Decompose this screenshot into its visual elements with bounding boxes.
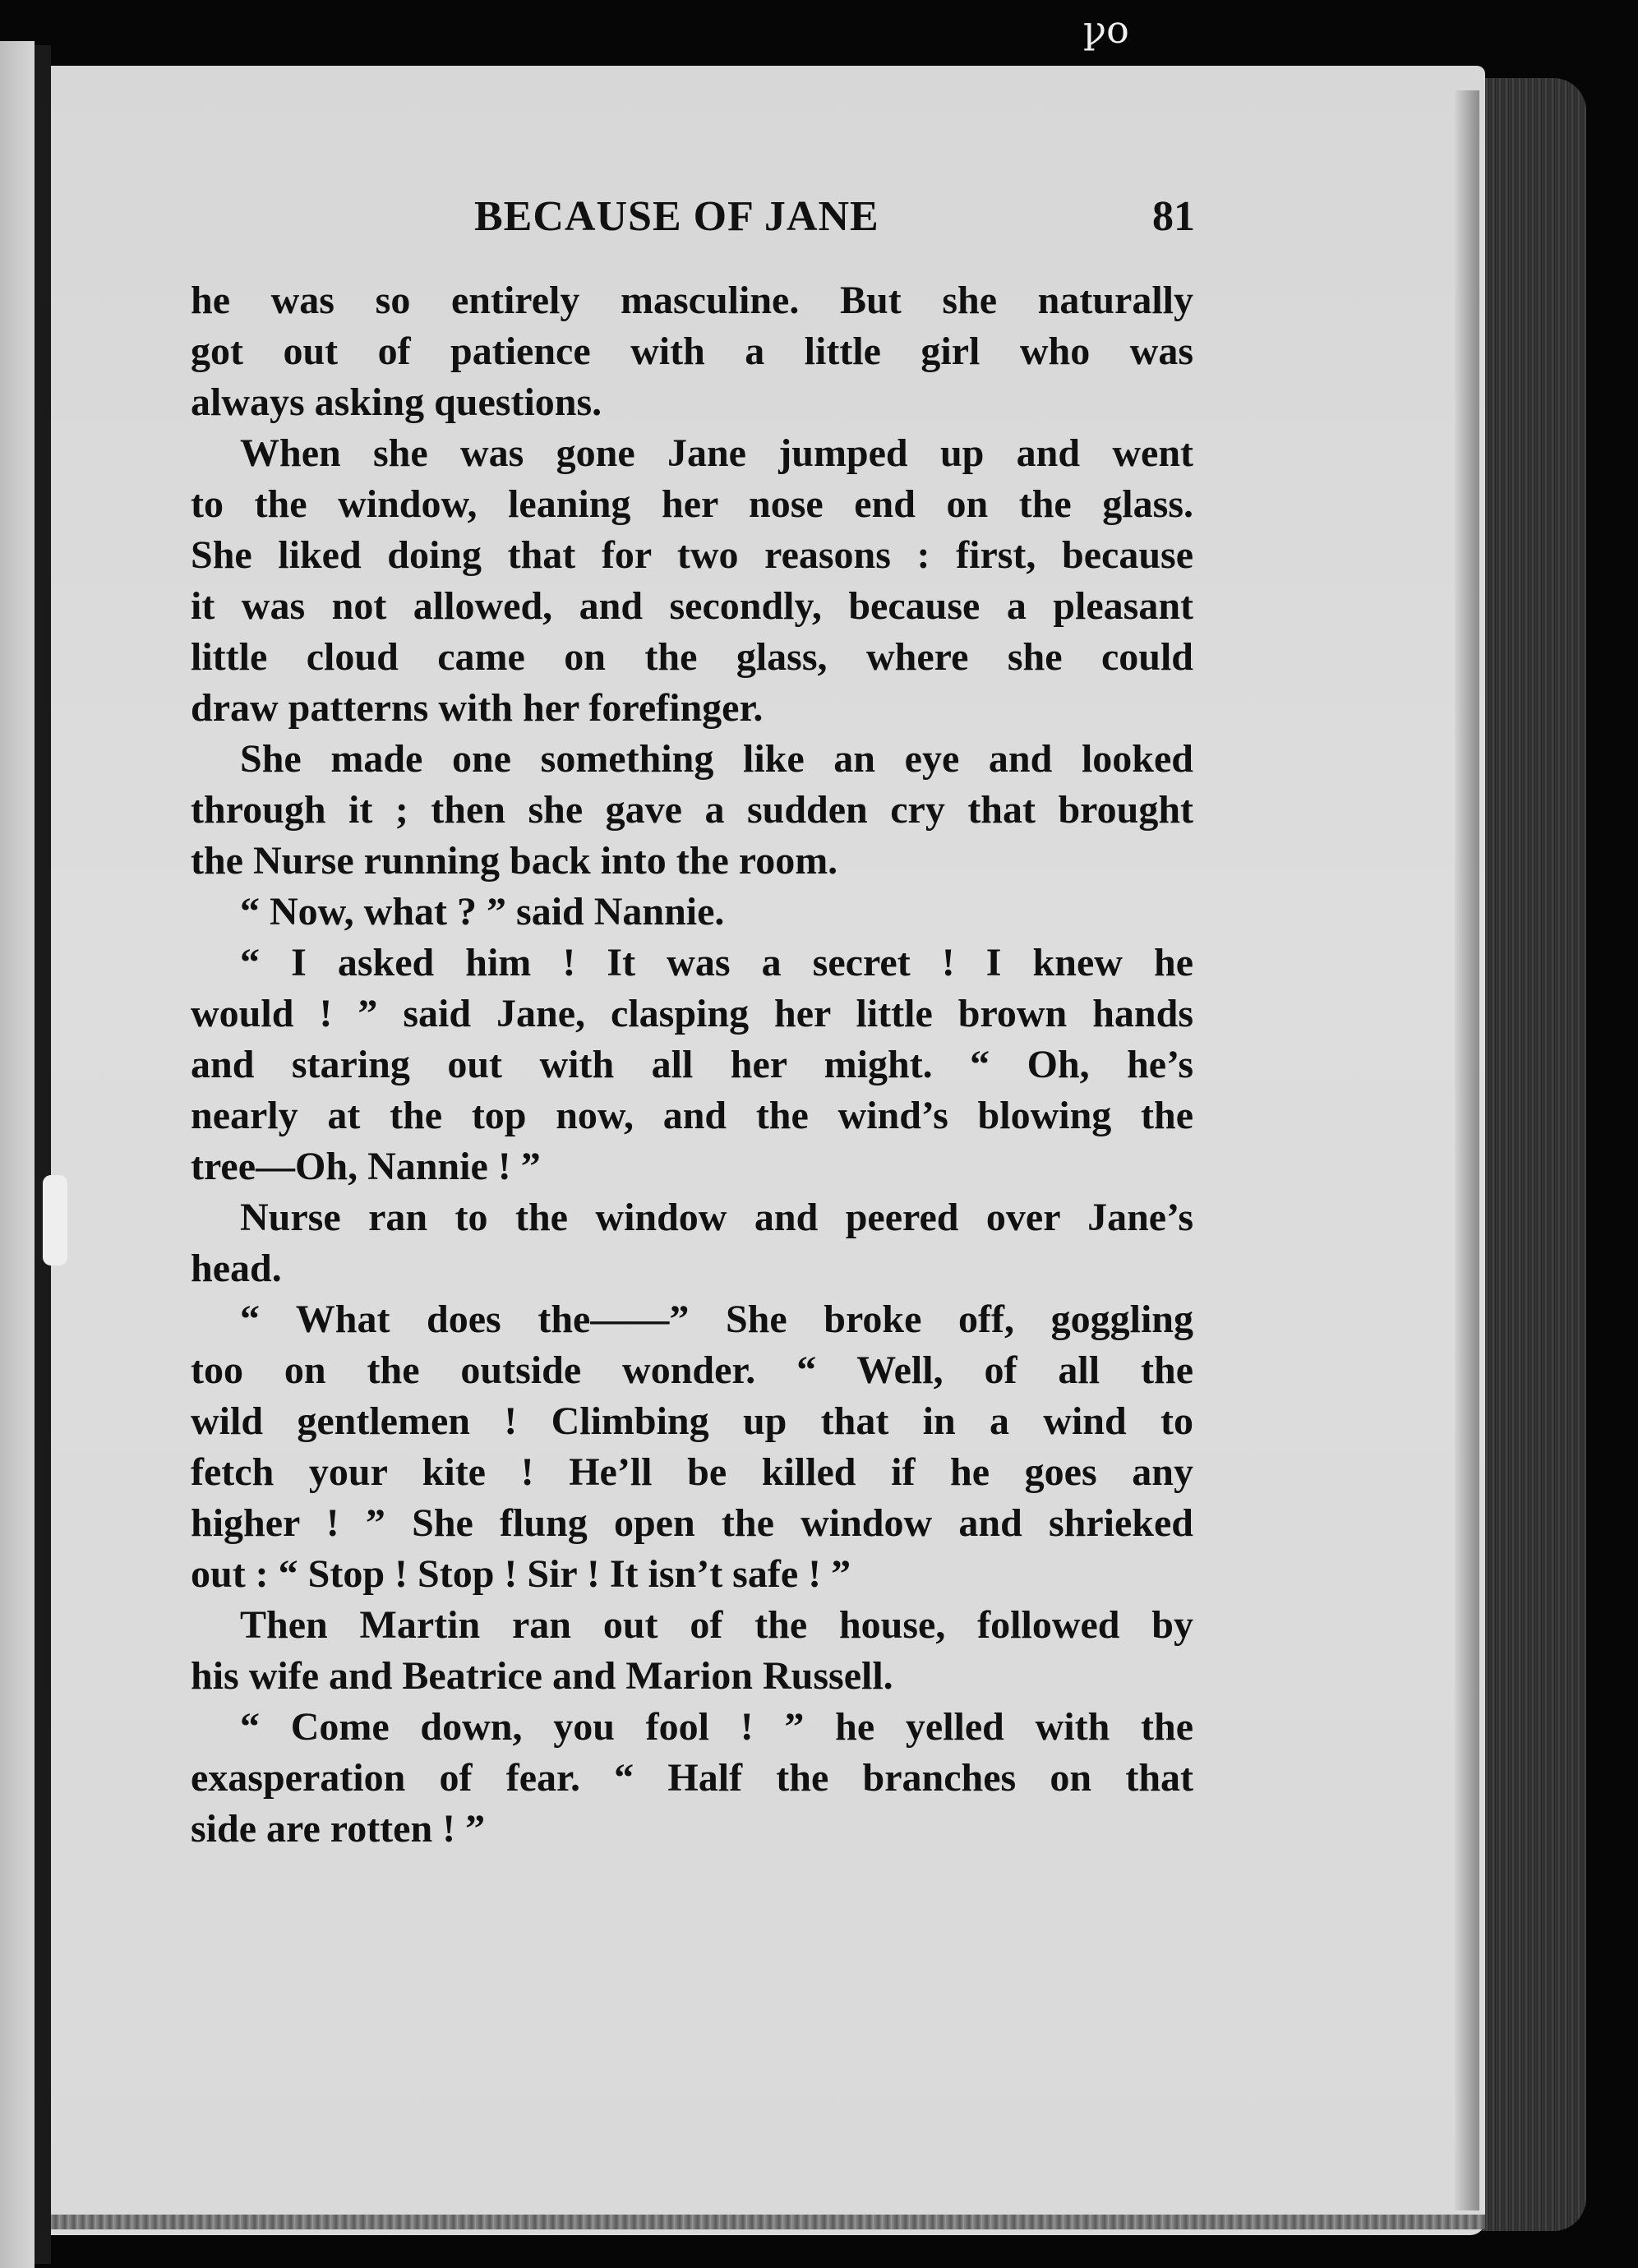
paragraph (191, 1702, 1193, 1855)
text-line: She liked doing that for two reasons : first, because (191, 533, 1193, 577)
page-number: 81 (1152, 193, 1195, 240)
paper-blemish (43, 1175, 67, 1265)
text-line: tree—Oh, Nannie ! ” (191, 1145, 541, 1188)
text-line: side are rotten ! ” (191, 1807, 486, 1851)
text-line: little cloud came on the glass, where she could (191, 635, 1193, 679)
text-line: got out of patience with a little girl who was (191, 330, 1193, 373)
text-line: head. (191, 1247, 282, 1290)
text-line: nearly at the top now, and the wind’s blowing the (191, 1094, 1193, 1137)
text-line: always asking questions. (191, 380, 602, 424)
paragraph (191, 1600, 1193, 1702)
text-line: wild gentlemen ! Climbing up that in a wind to (191, 1399, 1193, 1443)
paragraph (191, 887, 1193, 938)
text-line: his wife and Beatrice and Marion Russell. (191, 1654, 893, 1698)
paragraph (191, 428, 1193, 734)
paragraph (191, 1294, 1193, 1600)
paragraph (191, 1192, 1193, 1294)
text-line: “ Come down, you fool ! ” he yelled with the (240, 1705, 1193, 1749)
text-line: higher ! ” She flung open the window and shrieked (191, 1501, 1193, 1545)
text-line: would ! ” said Jane, clasping her little brown hands (191, 992, 1193, 1035)
text-line: When she was gone Jane jumped up and went (240, 431, 1193, 475)
text-line: She made one something like an eye and looked (240, 737, 1193, 781)
text-line: to the window, leaning her nose end on the glass. (191, 482, 1193, 526)
page-edge-shade (1455, 90, 1479, 2210)
text-line: too on the outside wonder. “ Well, of all the (191, 1348, 1193, 1392)
text-line: exasperation of fear. “ Half the branches on that (191, 1756, 1193, 1800)
paragraph (191, 275, 1193, 428)
text-line: he was so entirely masculine. But she naturally (191, 279, 1193, 322)
text-line: “ Now, what ? ” said Nannie. (240, 890, 725, 933)
text-line: “ I asked him ! It was a secret ! I knew he (240, 941, 1193, 984)
running-title: BECAUSE OF JANE (474, 193, 879, 240)
text-line: Then Martin ran out of the house, followed by (240, 1603, 1193, 1647)
body-text (191, 275, 1193, 1855)
paragraph (191, 734, 1193, 887)
corner-stamp-mark: ꝩo (1083, 7, 1129, 52)
text-line: out : “ Stop ! Stop ! Sir ! It isn’t safe ! ” (191, 1552, 851, 1596)
text-line: “ What does the——” She broke off, goggling (240, 1298, 1193, 1341)
gutter-shadow (35, 45, 51, 2264)
paragraph (191, 938, 1193, 1192)
text-line: Nurse ran to the window and peered over Jane’s (240, 1196, 1193, 1239)
previous-page-edge (0, 41, 35, 2268)
text-line: through it ; then she gave a sudden cry that brought (191, 788, 1193, 832)
text-line: the Nurse running back into the room. (191, 839, 838, 883)
running-head (191, 188, 1193, 246)
text-line: and staring out with all her might. “ Oh, he’s (191, 1043, 1193, 1086)
text-line: fetch your kite ! He’ll be killed if he goes any (191, 1450, 1193, 1494)
page-bottom-edge (51, 2215, 1485, 2229)
text-line: draw patterns with her forefinger. (191, 686, 764, 730)
text-line: it was not allowed, and secondly, because a pleasant (191, 584, 1193, 628)
